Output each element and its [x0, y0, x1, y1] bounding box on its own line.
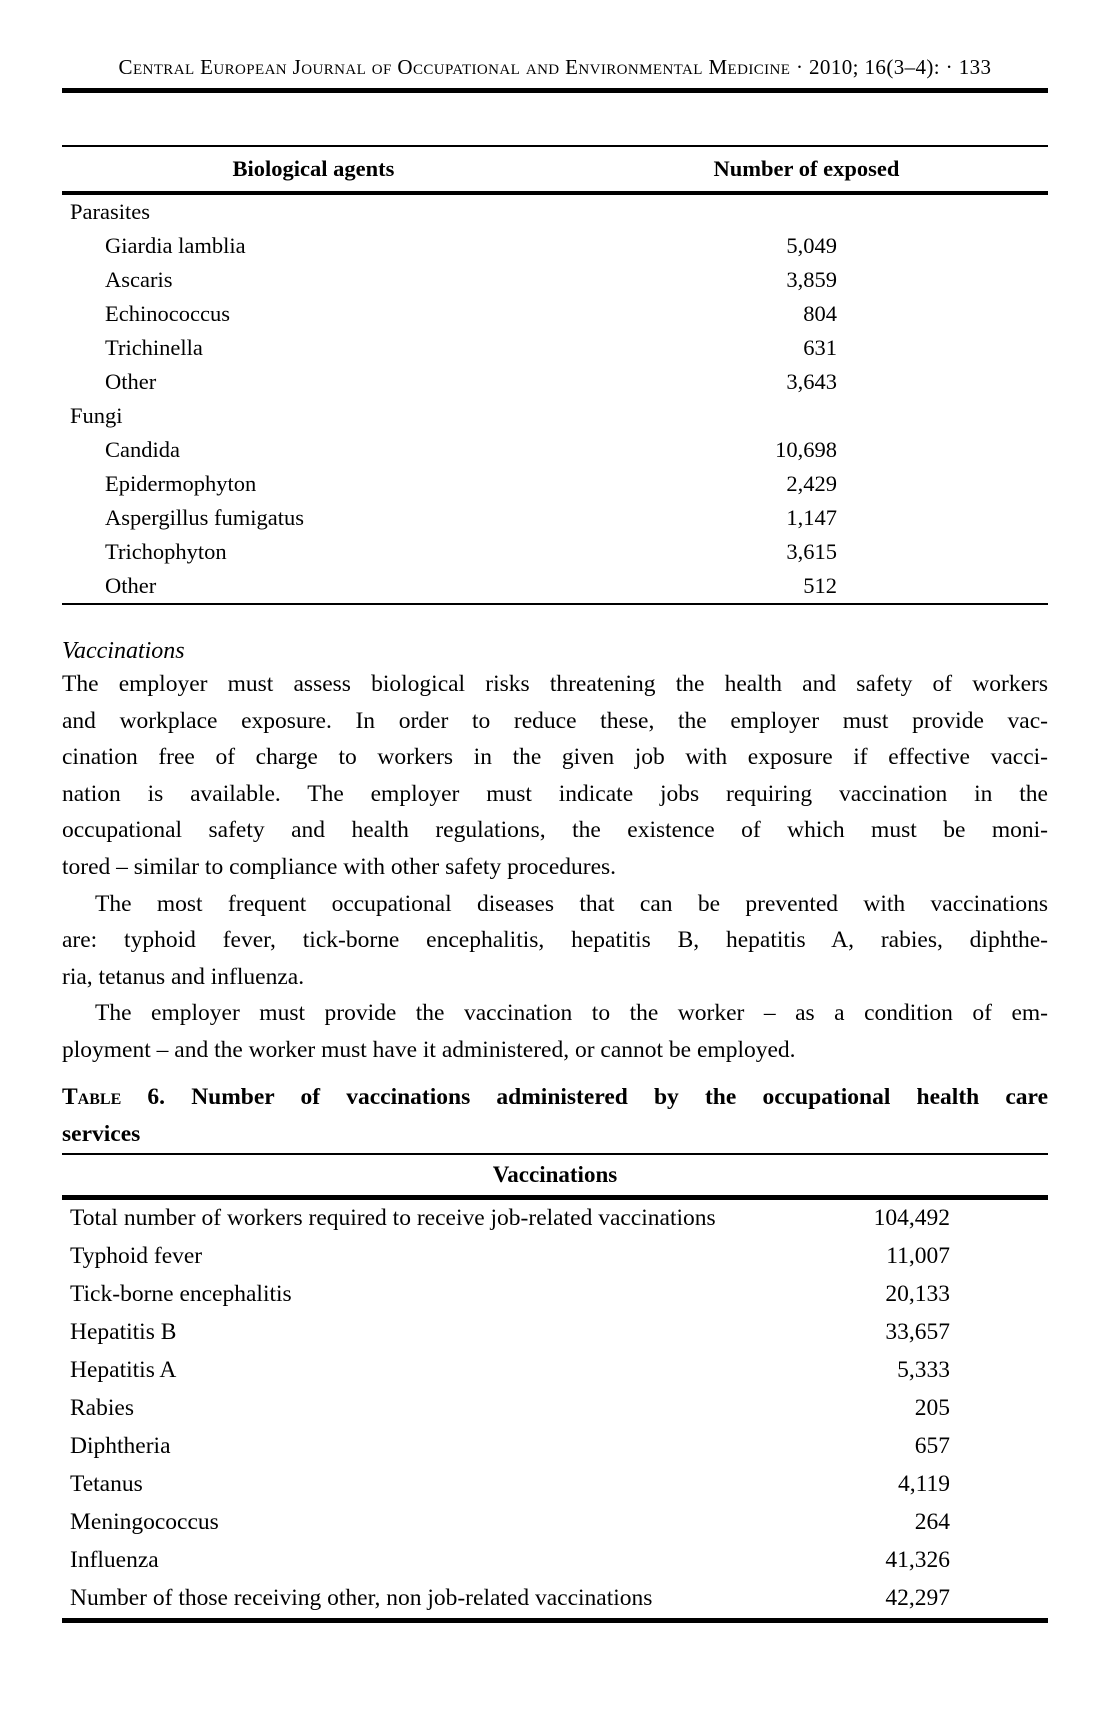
table-row [62, 331, 1048, 365]
paragraph-line: The most frequent occupational diseases that can be prevented with vaccinations [95, 890, 1048, 917]
column-header-biological-agents: Biological agents [232, 156, 395, 181]
row-label: Rabies [70, 1395, 134, 1422]
row-value: 264 [914, 1509, 950, 1536]
row-value: 3,643 [786, 369, 837, 394]
table-row [62, 399, 1048, 433]
table-row [62, 1466, 1048, 1504]
body-text [62, 666, 1048, 1069]
row-label: Aspergillus fumigatus [105, 505, 304, 530]
row-label: Hepatitis A [70, 1357, 177, 1384]
row-value: 5,333 [897, 1357, 950, 1384]
row-value: 3,859 [786, 267, 837, 292]
row-value: 804 [803, 301, 837, 326]
row-label: Number of those receiving other, non job-related vaccinations [70, 1585, 653, 1612]
table-row [62, 1504, 1048, 1542]
row-value: 20,133 [885, 1281, 950, 1308]
table-row [62, 365, 1048, 399]
paragraph [62, 666, 1048, 886]
row-label: Total number of workers required to receive job-related vaccinations [70, 1205, 716, 1232]
table6-caption-line1 [62, 1079, 1048, 1116]
table-row [62, 1428, 1048, 1466]
paragraph-line: ria, tetanus and influenza. [62, 963, 305, 990]
table-biological-agents-header-row [62, 147, 1048, 195]
table-row [62, 297, 1048, 331]
table-row [62, 569, 1048, 603]
row-label: Other [105, 573, 157, 598]
paragraph-line: ployment – and the worker must have it administered, or cannot be employed. [62, 1036, 796, 1063]
row-label: Diphtheria [70, 1433, 171, 1460]
table-row [62, 1314, 1048, 1352]
paragraph [62, 995, 1048, 1068]
table-row [62, 433, 1048, 467]
row-value: 512 [803, 573, 837, 598]
row-label: Candida [105, 437, 180, 462]
paragraph-line: cination free of charge to workers in the given job with exposure if effective vacci- [62, 744, 1048, 771]
table-row [62, 535, 1048, 569]
row-value: 42,297 [885, 1585, 950, 1612]
paragraph [62, 886, 1048, 996]
table-row [62, 501, 1048, 535]
running-head-rule [62, 88, 1048, 93]
row-label: Giardia lamblia [105, 233, 246, 258]
row-label: Tick-borne encephalitis [70, 1281, 292, 1308]
row-value: 1,147 [786, 505, 837, 530]
column-header-number-of-exposed: Number of exposed [713, 156, 900, 181]
row-value: 3,615 [786, 539, 837, 564]
table-row [62, 1200, 1048, 1238]
paragraph-line: tored – similar to compliance with other safety procedures. [62, 853, 617, 880]
row-label: Typhoid fever [70, 1243, 203, 1270]
row-value: 11,007 [886, 1243, 950, 1270]
row-label: Trichophyton [105, 539, 227, 564]
table-row [62, 1238, 1048, 1276]
table-biological-agents-body [62, 195, 1048, 603]
row-value: 5,049 [786, 233, 837, 258]
table-row [62, 1276, 1048, 1314]
row-label: Trichinella [105, 335, 203, 360]
table-biological-agents [62, 145, 1048, 605]
paragraph-line: The employer must provide the vaccination to the worker – as a condition of em- [95, 1000, 1048, 1027]
row-value: 205 [914, 1395, 950, 1422]
table-row [62, 1580, 1048, 1618]
table-row [62, 263, 1048, 297]
table-row [62, 1352, 1048, 1390]
row-value: 10,698 [775, 437, 837, 462]
table-row [62, 229, 1048, 263]
row-label: Echinococcus [105, 301, 230, 326]
table-row [62, 467, 1048, 501]
table6-caption-number: Table 6. [62, 1083, 166, 1110]
table6-caption [62, 1079, 1048, 1153]
running-head: Central European Journal of Occupational and Environmental Medicine · 2010; 16(3–4): · 133 [118, 55, 992, 79]
paragraph-line: are: typhoid fever, tick-borne encephalitis, hepatitis B, hepatitis A, rabies, diphthe- [62, 927, 1048, 954]
table-vaccinations [62, 1153, 1048, 1623]
row-value: 4,119 [897, 1471, 950, 1498]
row-value: 2,429 [786, 471, 837, 496]
table-row [62, 195, 1048, 229]
row-label: Fungi [70, 403, 123, 428]
row-label: Tetanus [70, 1471, 143, 1498]
row-value: 631 [803, 335, 837, 360]
table-row [62, 1390, 1048, 1428]
section-heading-vaccinations: Vaccinations [62, 638, 185, 664]
page-content [62, 0, 1048, 1623]
table-vaccinations-header: Vaccinations [62, 1155, 1048, 1200]
row-label: Hepatitis B [70, 1319, 177, 1346]
row-label: Influenza [70, 1547, 159, 1574]
row-value: 41,326 [885, 1547, 950, 1574]
paragraph-line: occupational safety and health regulations, the existence of which must be moni- [62, 817, 1048, 844]
row-label: Other [105, 369, 157, 394]
table6-caption-title: Number of vaccinations administered by the occupational health care [165, 1083, 1048, 1110]
table-row [62, 1542, 1048, 1580]
paragraph-line: The employer must assess biological risks threatening the health and safety of workers [62, 671, 1048, 697]
paragraph-line: and workplace exposure. In order to reduce these, the employer must provide vac- [62, 707, 1048, 734]
table6-caption-line2: services [62, 1120, 141, 1147]
row-value: 104,492 [873, 1205, 950, 1232]
paragraph-line: nation is available. The employer must indicate jobs requiring vaccination in the [62, 780, 1048, 807]
row-label: Ascaris [105, 267, 173, 292]
row-label: Parasites [70, 199, 150, 224]
row-label: Epidermophyton [105, 471, 257, 496]
row-label: Meningococcus [70, 1509, 219, 1536]
row-value: 657 [914, 1433, 950, 1460]
table-vaccinations-body [62, 1200, 1048, 1618]
row-value: 33,657 [885, 1319, 950, 1346]
